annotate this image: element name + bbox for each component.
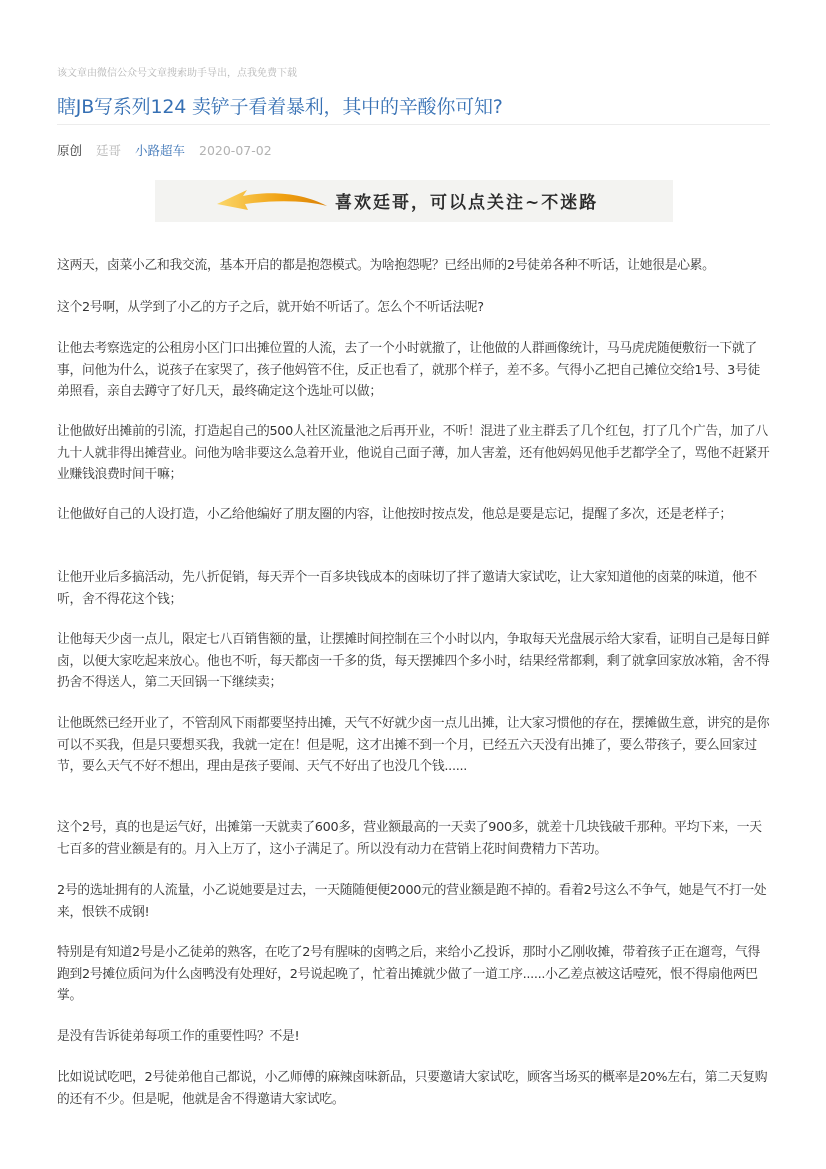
- paragraph: 让他做好自己的人设打造，小乙给他编好了朋友圈的内容，让他按时按点发，他总是要是忘记，提醒了多次，还是老样子；: [57, 507, 732, 522]
- banner-text: 喜欢廷哥，可以点关注~不迷路: [335, 193, 599, 213]
- paragraph: 让他做好出摊前的引流，打造起自己的500人社区流量池之后再开业，不听！混进了业主群丢了几个红包，打了几个广告，加了八九十人就非得出摊营业。问他为啥非要这么急着开业，他说自己面子薄，加人害羞，还有他妈妈见他手艺都学全了，骂他不赶紧开业赚钱浪费时间干嘛；: [57, 424, 770, 482]
- original-tag: 原创: [57, 143, 83, 158]
- title-divider: [57, 124, 770, 125]
- paragraph: 让他开业后多搞活动，先八折促销，每天弄个一百多块钱成本的卤味切了拌了邀请大家试吃，让大家知道他的卤菜的味道，他不听，舍不得花这个钱；: [57, 570, 757, 607]
- account-link[interactable]: 小路超车: [135, 143, 186, 158]
- paragraph: 特别是有知道2号是小乙徒弟的熟客，在吃了2号有腥味的卤鸭之后，来给小乙投诉，那时小乙刚收摊，带着孩子正在遛弯，气得跑到2号摊位质问为什么卤鸭没有处理好，2号说起晚了，忙着出摊就少做了一道工序......小乙差点被这话噎死，恨不得扇他两巴掌。: [57, 945, 761, 1003]
- paragraph: 让他每天少卤一点儿，限定七八百销售额的量，让摆摊时间控制在三个小时以内，争取每天光盘展示给大家看，证明自己是每日鲜卤，以便大家吃起来放心。他也不听，每天都卤一千多的货，每天摆摊四个多小时，结果经常都剩，剩了就拿回家放冰箱，舍不得扔舍不得送人，第二天回锅一下继续卖；: [57, 632, 770, 690]
- curved-arrow-icon: [155, 180, 335, 222]
- paragraph: 这个2号啊，从学到了小乙的方子之后，就开始不听话了。怎么个不听话法呢?: [57, 300, 484, 315]
- paragraph: 这个2号，真的也是运气好，出摊第一天就卖了600多，营业额最高的一天卖了900多，就差十几块钱破千那种。平均下来，一天七百多的营业额是有的。月入上万了，这小子满足了。所以没有动力在营销上花时间费精力下苦功。: [57, 820, 762, 857]
- paragraph: 让他既然已经开业了，不管刮风下雨都要坚持出摊，天气不好就少卤一点儿出摊，让大家习惯他的存在，摆摊做生意，讲究的是你可以不买我，但是只要想买我，我就一定在！但是呢，这才出摊不到一个月，已经五六天没有出摊了，要么带孩子，要么回家过节，要么天气不好不想出，理由是孩子要闹、天气不好出了也没几个钱......: [57, 716, 770, 774]
- paragraph: 这两天，卤菜小乙和我交流，基本开启的都是抱怨模式。为啥抱怨呢？已经出师的2号徒弟各种不听话，让她很是心累。: [57, 258, 715, 273]
- follow-banner: [155, 180, 673, 222]
- paragraph: 比如说试吃吧，2号徒弟他自己都说，小乙师傅的麻辣卤味新品，只要邀请大家试吃，顾客当场买的概率是20%左右，第二天复购的还有不少。但是呢，他就是舍不得邀请大家试吃。: [57, 1070, 768, 1107]
- paragraph: 是没有告诉徒弟每项工作的重要性吗？不是!: [57, 1029, 300, 1044]
- paragraph: 2号的选址拥有的人流量，小乙说她要是过去，一天随随便便2000元的营业额是跑不掉的。看着2号这么不争气，她是气不打一处来，恨铁不成钢!: [57, 883, 767, 920]
- article-title: 瞎JB写系列124 卖铲子看着暴利，其中的辛酸你可知?: [57, 96, 503, 118]
- export-notice[interactable]: 该文章由微信公众号文章搜索助手导出，点我免费下载: [57, 68, 297, 79]
- publish-date: 2020-07-02: [199, 143, 272, 158]
- author-name: 廷哥: [96, 143, 122, 158]
- article-meta: [57, 141, 282, 159]
- paragraph: 让他去考察选定的公租房小区门口出摊位置的人流，去了一个小时就撤了，让他做的人群画像统计，马马虎虎随便敷衍一下就了事，问他为什么，说孩子在家哭了，孩子他妈管不住，反正也看了，就那个样子，差不多。气得小乙把自己摊位交给1号、3号徒弟照看，亲自去蹲守了好几天，最终确定这个选址可以做；: [57, 341, 761, 399]
